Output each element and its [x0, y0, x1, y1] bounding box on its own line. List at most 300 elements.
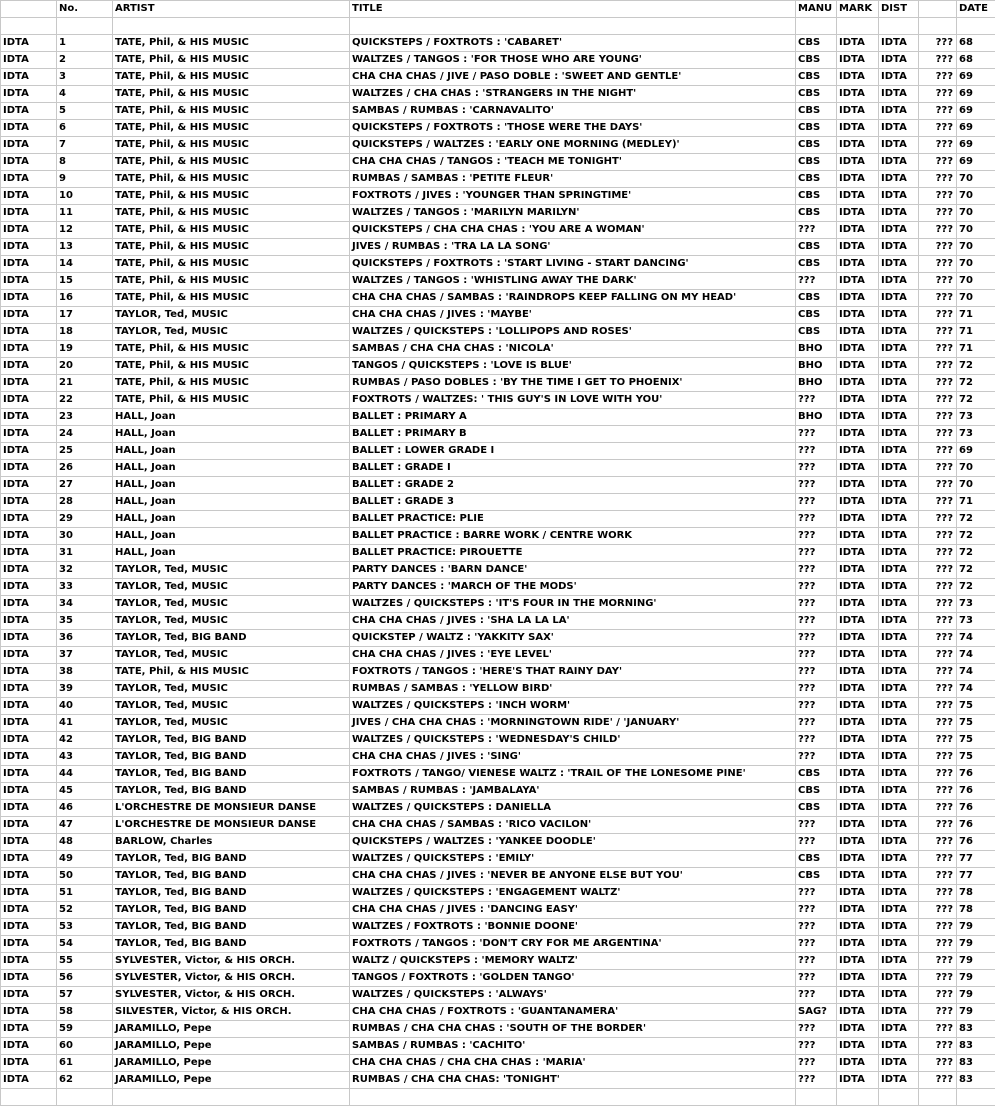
cell-number: 39: [57, 681, 113, 698]
cell-number: 34: [57, 596, 113, 613]
cell-org: IDTA: [1, 511, 57, 528]
cell-dist: IDTA: [879, 477, 919, 494]
cell-dist: IDTA: [879, 902, 919, 919]
cell-artist: TATE, Phil, & HIS MUSIC: [113, 239, 350, 256]
cell-artist: JARAMILLO, Pepe: [113, 1038, 350, 1055]
cell-number: 15: [57, 273, 113, 290]
cell-unknown: ???: [919, 834, 957, 851]
cell-date: 69: [957, 103, 995, 120]
cell-title: BALLET PRACTICE: PIROUETTE: [350, 545, 796, 562]
table-row: [1, 970, 995, 987]
cell-mark: IDTA: [837, 1038, 879, 1055]
cell-dist: IDTA: [879, 1021, 919, 1038]
table-row: [1, 953, 995, 970]
cell-artist: HALL, Joan: [113, 443, 350, 460]
cell-number: 44: [57, 766, 113, 783]
cell-org: IDTA: [1, 800, 57, 817]
cell-manu: ???: [796, 460, 837, 477]
cell-number: 54: [57, 936, 113, 953]
cell-unknown: ???: [919, 171, 957, 188]
cell-dist: IDTA: [879, 1038, 919, 1055]
cell-date: 69: [957, 154, 995, 171]
cell-manu: ???: [796, 732, 837, 749]
cell-title: CHA CHA CHAS / SAMBAS : 'RAINDROPS KEEP FALLING ON MY HEAD': [350, 290, 796, 307]
cell-number: 28: [57, 494, 113, 511]
cell-org: IDTA: [1, 868, 57, 885]
cell-org: IDTA: [1, 188, 57, 205]
cell-date: 83: [957, 1055, 995, 1072]
cell-org: IDTA: [1, 273, 57, 290]
cell-artist: TATE, Phil, & HIS MUSIC: [113, 290, 350, 307]
cell-org: IDTA: [1, 834, 57, 851]
cell-artist: HALL, Joan: [113, 545, 350, 562]
cell-manu: CBS: [796, 52, 837, 69]
cell-mark: IDTA: [837, 494, 879, 511]
cell-title: RUMBAS / SAMBAS : 'YELLOW BIRD': [350, 681, 796, 698]
cell-date: 76: [957, 766, 995, 783]
cell-title: BALLET : GRADE 2: [350, 477, 796, 494]
cell-manu: CBS: [796, 137, 837, 154]
cell-org: IDTA: [1, 324, 57, 341]
cell-unknown: ???: [919, 1055, 957, 1072]
cell-org: IDTA: [1, 409, 57, 426]
cell-number: 45: [57, 783, 113, 800]
cell-title: BALLET : PRIMARY A: [350, 409, 796, 426]
cell-org: IDTA: [1, 579, 57, 596]
cell-unknown: ???: [919, 953, 957, 970]
table-row: [1, 579, 995, 596]
cell-org: IDTA: [1, 426, 57, 443]
cell-dist: IDTA: [879, 120, 919, 137]
cell-title: WALTZES / QUICKSTEPS : 'INCH WORM': [350, 698, 796, 715]
cell-unknown: ???: [919, 987, 957, 1004]
cell-manu: CBS: [796, 307, 837, 324]
cell-number: 13: [57, 239, 113, 256]
cell-artist: TAYLOR, Ted, MUSIC: [113, 307, 350, 324]
cell-mark: IDTA: [837, 1055, 879, 1072]
cell-date: 70: [957, 239, 995, 256]
cell-unknown: ???: [919, 681, 957, 698]
cell-title: RUMBAS / CHA CHA CHAS: 'TONIGHT': [350, 1072, 796, 1089]
cell-manu: ???: [796, 1072, 837, 1089]
header-cell-manu: MANU: [796, 1, 837, 18]
table-row: [1, 1055, 995, 1072]
cell-mark: IDTA: [837, 358, 879, 375]
cell-dist: IDTA: [879, 613, 919, 630]
cell-date: 70: [957, 171, 995, 188]
cell-date: 74: [957, 681, 995, 698]
cell-unknown: ???: [919, 477, 957, 494]
cell-date: 70: [957, 205, 995, 222]
cell-number: 3: [57, 69, 113, 86]
cell-artist: TAYLOR, Ted, BIG BAND: [113, 749, 350, 766]
cell-title: WALTZES / CHA CHAS : 'STRANGERS IN THE NIGHT': [350, 86, 796, 103]
cell-dist: IDTA: [879, 69, 919, 86]
cell-dist: IDTA: [879, 205, 919, 222]
cell-artist: TATE, Phil, & HIS MUSIC: [113, 392, 350, 409]
cell-date: 68: [957, 52, 995, 69]
cell-artist: TATE, Phil, & HIS MUSIC: [113, 358, 350, 375]
cell-number: 8: [57, 154, 113, 171]
cell-dist: IDTA: [879, 1055, 919, 1072]
cell-mark: IDTA: [837, 273, 879, 290]
cell-date: 73: [957, 409, 995, 426]
cell-artist: TAYLOR, Ted, MUSIC: [113, 324, 350, 341]
table-row: [1, 188, 995, 205]
cell-org: IDTA: [1, 222, 57, 239]
table-row: [1, 154, 995, 171]
cell-number: 46: [57, 800, 113, 817]
table-row: [1, 358, 995, 375]
cell-mark: IDTA: [837, 698, 879, 715]
cell-artist: TATE, Phil, & HIS MUSIC: [113, 103, 350, 120]
cell-org: IDTA: [1, 732, 57, 749]
cell-dist: IDTA: [879, 392, 919, 409]
cell-title: FOXTROTS / TANGOS : 'HERE'S THAT RAINY DAY': [350, 664, 796, 681]
cell-manu: ???: [796, 749, 837, 766]
cell-mark: IDTA: [837, 783, 879, 800]
cell-mark: IDTA: [837, 86, 879, 103]
table-row: [1, 477, 995, 494]
cell-manu: ???: [796, 681, 837, 698]
table-row: [1, 409, 995, 426]
cell-mark: IDTA: [837, 290, 879, 307]
cell-mark: IDTA: [837, 681, 879, 698]
table-row: [1, 256, 995, 273]
cell-title: CHA CHA CHAS / SAMBAS : 'RICO VACILON': [350, 817, 796, 834]
cell-artist: TATE, Phil, & HIS MUSIC: [113, 154, 350, 171]
table-row: [1, 817, 995, 834]
cell-artist: TAYLOR, Ted, BIG BAND: [113, 732, 350, 749]
cell-title: WALTZES / QUICKSTEPS : 'EMILY': [350, 851, 796, 868]
cell-number: 24: [57, 426, 113, 443]
cell-unknown: ???: [919, 936, 957, 953]
cell-mark: IDTA: [837, 919, 879, 936]
cell-dist: IDTA: [879, 851, 919, 868]
cell-number: 7: [57, 137, 113, 154]
cell-unknown: ???: [919, 783, 957, 800]
cell-mark: IDTA: [837, 647, 879, 664]
cell-mark: IDTA: [837, 936, 879, 953]
cell-unknown: ???: [919, 919, 957, 936]
table-row: [1, 307, 995, 324]
cell-number: 37: [57, 647, 113, 664]
cell-title: QUICKSTEPS / FOXTROTS : 'START LIVING - START DANCING': [350, 256, 796, 273]
cell-artist: HALL, Joan: [113, 426, 350, 443]
table-row: [1, 290, 995, 307]
cell-org: IDTA: [1, 86, 57, 103]
cell-dist: IDTA: [879, 970, 919, 987]
cell-dist: IDTA: [879, 715, 919, 732]
cell-mark: IDTA: [837, 443, 879, 460]
cell-mark: IDTA: [837, 35, 879, 52]
cell-manu: ???: [796, 1038, 837, 1055]
cell-date: 70: [957, 477, 995, 494]
cell-unknown: ???: [919, 885, 957, 902]
cell-artist: TAYLOR, Ted, MUSIC: [113, 596, 350, 613]
cell-mark: IDTA: [837, 834, 879, 851]
cell-title: BALLET PRACTICE: PLIE: [350, 511, 796, 528]
cell-date: 75: [957, 749, 995, 766]
cell-artist: BARLOW, Charles: [113, 834, 350, 851]
cell-artist: TATE, Phil, & HIS MUSIC: [113, 171, 350, 188]
cell-mark: IDTA: [837, 375, 879, 392]
cell-manu: CBS: [796, 154, 837, 171]
spacer-row: [1, 18, 995, 35]
cell-org: IDTA: [1, 392, 57, 409]
cell-date: 79: [957, 987, 995, 1004]
cell-number: 11: [57, 205, 113, 222]
cell-number: 51: [57, 885, 113, 902]
cell-mark: IDTA: [837, 69, 879, 86]
table-row: [1, 749, 995, 766]
cell-org: IDTA: [1, 35, 57, 52]
cell-artist: TAYLOR, Ted, BIG BAND: [113, 936, 350, 953]
table-row: [1, 511, 995, 528]
cell-number: 42: [57, 732, 113, 749]
cell-mark: IDTA: [837, 341, 879, 358]
cell-mark: IDTA: [837, 545, 879, 562]
cell-title: PARTY DANCES : 'BARN DANCE': [350, 562, 796, 579]
cell-mark: IDTA: [837, 409, 879, 426]
cell-manu: ???: [796, 698, 837, 715]
cell-dist: IDTA: [879, 375, 919, 392]
cell-date: 77: [957, 851, 995, 868]
cell-number: 22: [57, 392, 113, 409]
cell-unknown: ???: [919, 902, 957, 919]
cell-number: 40: [57, 698, 113, 715]
cell-artist: HALL, Joan: [113, 494, 350, 511]
cell-artist: TAYLOR, Ted, MUSIC: [113, 647, 350, 664]
cell-unknown: ???: [919, 800, 957, 817]
cell-number: 38: [57, 664, 113, 681]
cell-date: 79: [957, 936, 995, 953]
table-row: [1, 443, 995, 460]
cell-mark: IDTA: [837, 426, 879, 443]
cell-date: 83: [957, 1021, 995, 1038]
cell-dist: IDTA: [879, 579, 919, 596]
cell-title: CHA CHA CHAS / TANGOS : 'TEACH ME TONIGHT': [350, 154, 796, 171]
cell-org: IDTA: [1, 783, 57, 800]
cell-unknown: ???: [919, 715, 957, 732]
cell-dist: IDTA: [879, 936, 919, 953]
cell-manu: CBS: [796, 69, 837, 86]
cell-date: 73: [957, 426, 995, 443]
cell-date: 69: [957, 443, 995, 460]
cell-date: 78: [957, 902, 995, 919]
cell-dist: IDTA: [879, 460, 919, 477]
cell-mark: IDTA: [837, 205, 879, 222]
cell-org: IDTA: [1, 443, 57, 460]
cell-dist: IDTA: [879, 409, 919, 426]
cell-artist: HALL, Joan: [113, 528, 350, 545]
cell-unknown: ???: [919, 256, 957, 273]
cell-title: WALTZES / QUICKSTEPS : 'IT'S FOUR IN THE MORNING': [350, 596, 796, 613]
table-row: [1, 545, 995, 562]
cell-number: 19: [57, 341, 113, 358]
cell-manu: CBS: [796, 103, 837, 120]
cell-artist: TAYLOR, Ted, MUSIC: [113, 613, 350, 630]
cell-title: CHA CHA CHAS / JIVES : 'DANCING EASY': [350, 902, 796, 919]
cell-unknown: ???: [919, 1038, 957, 1055]
cell-number: 30: [57, 528, 113, 545]
cell-dist: IDTA: [879, 732, 919, 749]
cell-title: BALLET PRACTICE : BARRE WORK / CENTRE WORK: [350, 528, 796, 545]
cell-title: CHA CHA CHAS / CHA CHA CHAS : 'MARIA': [350, 1055, 796, 1072]
table-row: [1, 681, 995, 698]
cell-manu: ???: [796, 1021, 837, 1038]
cell-title: BALLET : PRIMARY B: [350, 426, 796, 443]
cell-date: 70: [957, 256, 995, 273]
cell-dist: IDTA: [879, 426, 919, 443]
cell-artist: TAYLOR, Ted, BIG BAND: [113, 902, 350, 919]
cell-mark: IDTA: [837, 239, 879, 256]
cell-date: 77: [957, 868, 995, 885]
cell-number: 31: [57, 545, 113, 562]
table-row: [1, 664, 995, 681]
cell-manu: ???: [796, 987, 837, 1004]
cell-unknown: ???: [919, 35, 957, 52]
cell-title: WALTZES / QUICKSTEPS : 'ENGAGEMENT WALTZ': [350, 885, 796, 902]
cell-title: WALTZES / TANGOS : 'WHISTLING AWAY THE DARK': [350, 273, 796, 290]
table-row: [1, 596, 995, 613]
cell-org: IDTA: [1, 120, 57, 137]
cell-title: QUICKSTEPS / FOXTROTS : 'THOSE WERE THE DAYS': [350, 120, 796, 137]
cell-artist: TATE, Phil, & HIS MUSIC: [113, 69, 350, 86]
header-cell-dist: DIST: [879, 1, 919, 18]
cell-date: 71: [957, 494, 995, 511]
table-row: [1, 375, 995, 392]
cell-number: 56: [57, 970, 113, 987]
cell-unknown: ???: [919, 851, 957, 868]
cell-date: 75: [957, 715, 995, 732]
cell-dist: IDTA: [879, 868, 919, 885]
cell-unknown: ???: [919, 647, 957, 664]
cell-manu: CBS: [796, 188, 837, 205]
cell-org: IDTA: [1, 307, 57, 324]
cell-dist: IDTA: [879, 86, 919, 103]
cell-title: CHA CHA CHAS / JIVE / PASO DOBLE : 'SWEET AND GENTLE': [350, 69, 796, 86]
cell-dist: IDTA: [879, 290, 919, 307]
cell-artist: TAYLOR, Ted, MUSIC: [113, 715, 350, 732]
cell-mark: IDTA: [837, 477, 879, 494]
cell-dist: IDTA: [879, 154, 919, 171]
cell-date: 71: [957, 341, 995, 358]
cell-number: 12: [57, 222, 113, 239]
cell-title: RUMBAS / PASO DOBLES : 'BY THE TIME I GET TO PHOENIX': [350, 375, 796, 392]
cell-artist: TATE, Phil, & HIS MUSIC: [113, 205, 350, 222]
cell-mark: IDTA: [837, 749, 879, 766]
cell-dist: IDTA: [879, 596, 919, 613]
cell-org: IDTA: [1, 171, 57, 188]
cell-mark: IDTA: [837, 630, 879, 647]
cell-unknown: ???: [919, 579, 957, 596]
cell-dist: IDTA: [879, 494, 919, 511]
table-row: [1, 851, 995, 868]
cell-number: 25: [57, 443, 113, 460]
cell-manu: ???: [796, 902, 837, 919]
cell-dist: IDTA: [879, 256, 919, 273]
cell-number: 55: [57, 953, 113, 970]
cell-manu: ???: [796, 919, 837, 936]
cell-manu: ???: [796, 817, 837, 834]
cell-date: 73: [957, 613, 995, 630]
cell-date: 70: [957, 222, 995, 239]
cell-manu: CBS: [796, 290, 837, 307]
cell-unknown: ???: [919, 545, 957, 562]
cell-artist: TATE, Phil, & HIS MUSIC: [113, 86, 350, 103]
cell-manu: BHO: [796, 375, 837, 392]
cell-dist: IDTA: [879, 953, 919, 970]
cell-manu: ???: [796, 953, 837, 970]
cell-unknown: ???: [919, 443, 957, 460]
cell-title: WALTZ / QUICKSTEPS : 'MEMORY WALTZ': [350, 953, 796, 970]
cell-number: 17: [57, 307, 113, 324]
cell-date: 72: [957, 375, 995, 392]
cell-dist: IDTA: [879, 52, 919, 69]
cell-dist: IDTA: [879, 341, 919, 358]
cell-mark: IDTA: [837, 188, 879, 205]
cell-title: QUICKSTEPS / CHA CHA CHAS : 'YOU ARE A WOMAN': [350, 222, 796, 239]
cell-unknown: ???: [919, 205, 957, 222]
cell-manu: CBS: [796, 766, 837, 783]
cell-dist: IDTA: [879, 664, 919, 681]
cell-date: 69: [957, 120, 995, 137]
cell-mark: IDTA: [837, 256, 879, 273]
cell-artist: TAYLOR, Ted, BIG BAND: [113, 630, 350, 647]
cell-date: 75: [957, 698, 995, 715]
cell-artist: TAYLOR, Ted, MUSIC: [113, 562, 350, 579]
cell-org: IDTA: [1, 205, 57, 222]
cell-title: TANGOS / QUICKSTEPS : 'LOVE IS BLUE': [350, 358, 796, 375]
cell-mark: IDTA: [837, 766, 879, 783]
cell-org: IDTA: [1, 290, 57, 307]
header-cell-mark: MARK: [837, 1, 879, 18]
cell-dist: IDTA: [879, 528, 919, 545]
cell-mark: IDTA: [837, 987, 879, 1004]
cell-mark: IDTA: [837, 868, 879, 885]
cell-title: FOXTROTS / TANGO/ VIENESE WALTZ : 'TRAIL OF THE LONESOME PINE': [350, 766, 796, 783]
table-row: [1, 868, 995, 885]
cell-manu: CBS: [796, 35, 837, 52]
cell-date: 76: [957, 834, 995, 851]
cell-manu: CBS: [796, 256, 837, 273]
cell-org: IDTA: [1, 970, 57, 987]
cell-org: IDTA: [1, 1021, 57, 1038]
cell-unknown: ???: [919, 766, 957, 783]
cell-artist: TAYLOR, Ted, BIG BAND: [113, 851, 350, 868]
cell-manu: BHO: [796, 341, 837, 358]
cell-org: IDTA: [1, 358, 57, 375]
table-row: [1, 562, 995, 579]
cell-date: 79: [957, 919, 995, 936]
cell-unknown: ???: [919, 970, 957, 987]
cell-org: IDTA: [1, 137, 57, 154]
cell-date: 75: [957, 732, 995, 749]
header-cell-artist: ARTIST: [113, 1, 350, 18]
cell-title: BALLET : GRADE I: [350, 460, 796, 477]
cell-manu: CBS: [796, 868, 837, 885]
cell-date: 74: [957, 664, 995, 681]
cell-number: 32: [57, 562, 113, 579]
cell-number: 58: [57, 1004, 113, 1021]
cell-artist: HALL, Joan: [113, 477, 350, 494]
cell-unknown: ???: [919, 392, 957, 409]
cell-number: 59: [57, 1021, 113, 1038]
cell-unknown: ???: [919, 52, 957, 69]
cell-manu: ???: [796, 579, 837, 596]
cell-org: IDTA: [1, 851, 57, 868]
